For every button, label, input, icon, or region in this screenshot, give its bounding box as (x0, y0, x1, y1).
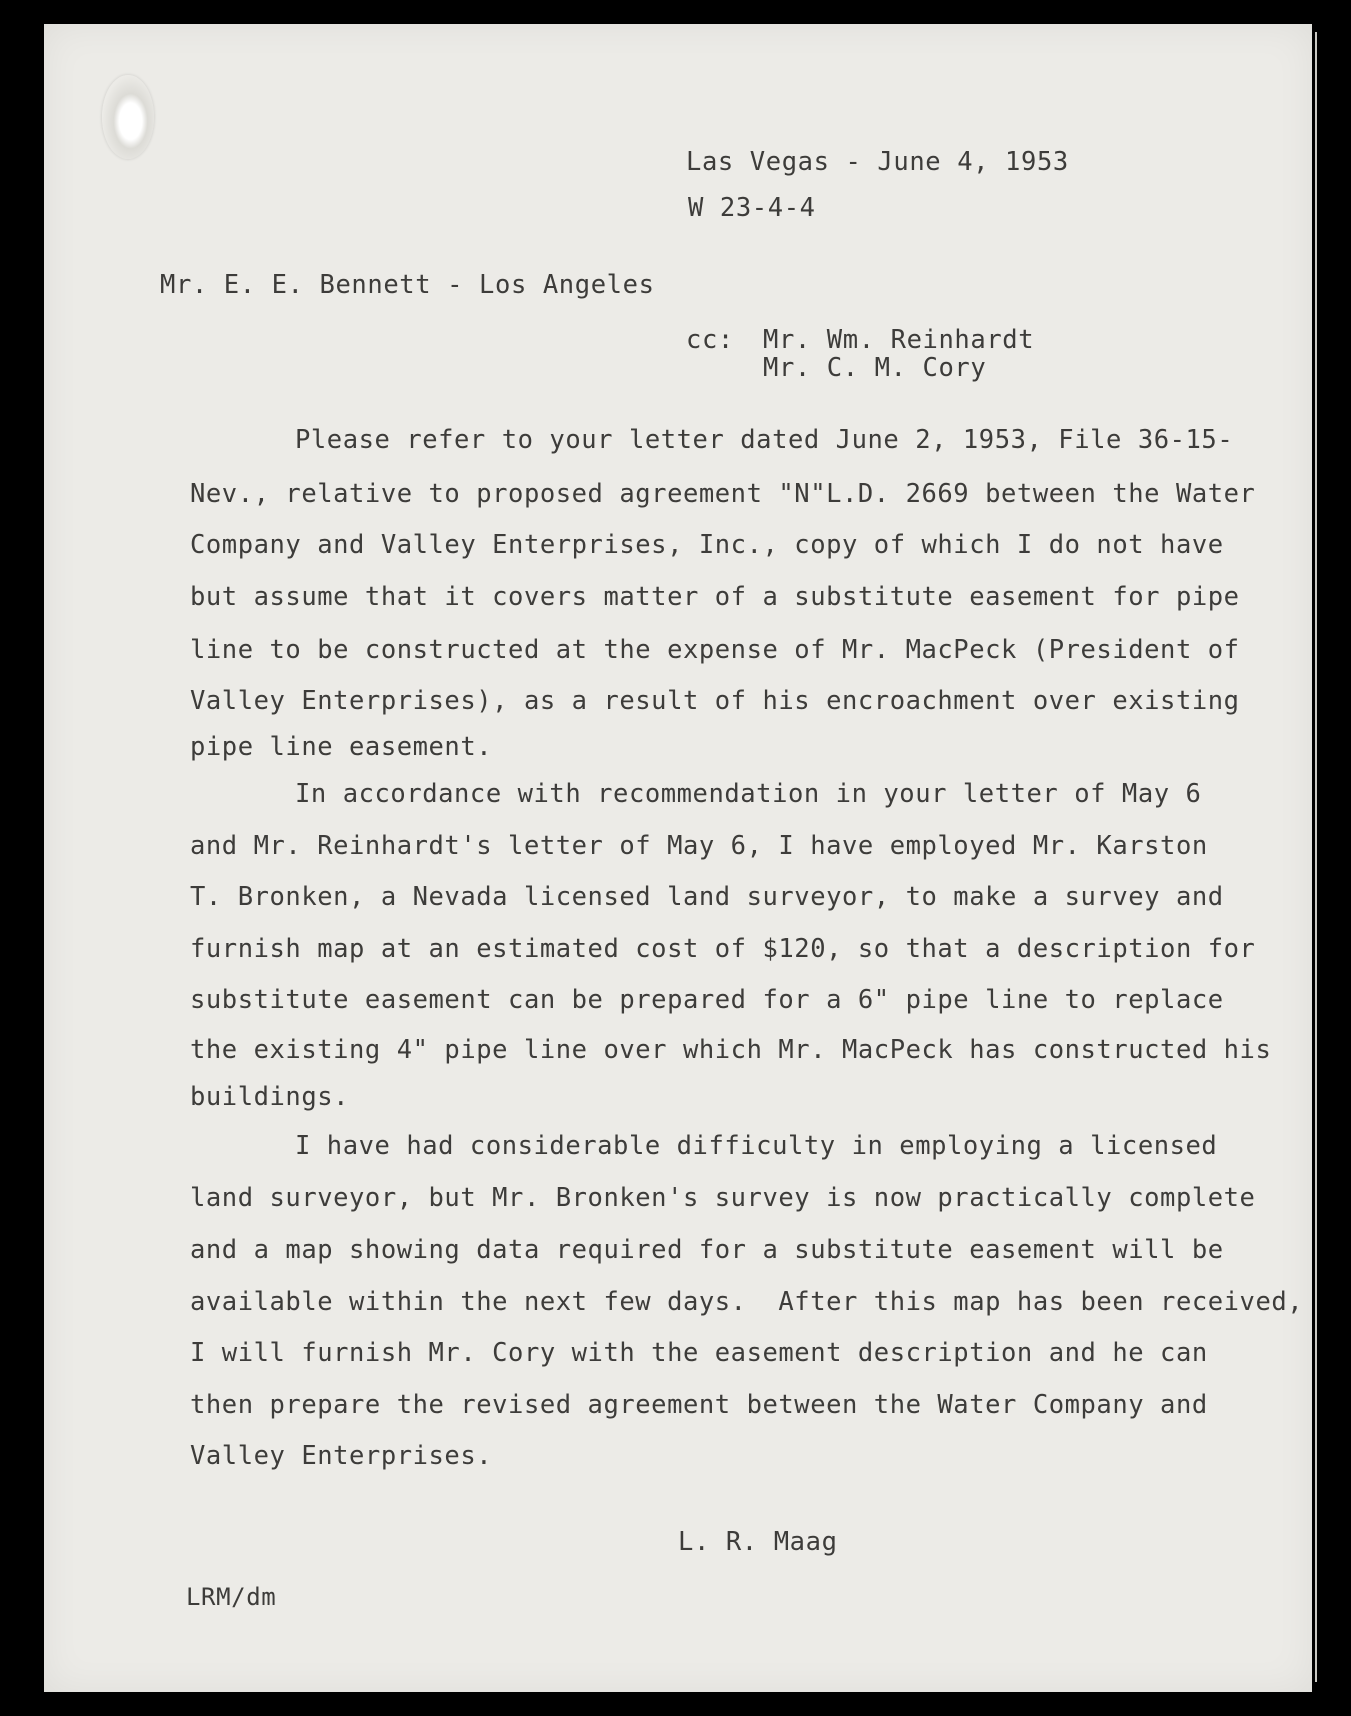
body-line: and Mr. Reinhardt's letter of May 6, I have employed Mr. Karston (190, 831, 1208, 861)
body-line: pipe line easement. (190, 732, 493, 762)
body-line: T. Bronken, a Nevada licensed land surveyor, to make a survey and (190, 882, 1224, 912)
signature: L. R. Maag (678, 1527, 838, 1557)
body-line: I have had considerable difficulty in employing a licensed (295, 1131, 1218, 1161)
file-reference: W 23-4-4 (688, 193, 816, 223)
cc-name: Mr. Wm. Reinhardt (763, 325, 1035, 355)
body-line: line to be constructed at the expense of Mr. MacPeck (President of (190, 635, 1240, 665)
page-edge (1315, 32, 1317, 1682)
body-line: Nev., relative to proposed agreement "N"L.D. 2669 between the Water (190, 479, 1256, 509)
cc-label: cc: (686, 325, 734, 355)
body-line: Valley Enterprises. (190, 1441, 493, 1471)
cc-name: Mr. C. M. Cory (763, 353, 987, 383)
typist-initials: LRM/dm (186, 1583, 277, 1611)
body-line: I will furnish Mr. Cory with the easement description and he can (190, 1338, 1208, 1368)
recipient-line: Mr. E. E. Bennett - Los Angeles (160, 270, 655, 300)
place-date: Las Vegas - June 4, 1953 (686, 147, 1069, 177)
body-line: Valley Enterprises), as a result of his encroachment over existing (190, 686, 1240, 716)
body-line: substitute easement can be prepared for a 6" pipe line to replace (190, 985, 1224, 1015)
body-line: but assume that it covers matter of a substitute easement for pipe (190, 582, 1240, 612)
body-line: buildings. (190, 1082, 350, 1112)
body-line: furnish map at an estimated cost of $120, so that a description for (190, 934, 1256, 964)
body-line: Company and Valley Enterprises, Inc., copy of which I do not have (190, 530, 1224, 560)
body-line: In accordance with recommendation in your letter of May 6 (295, 779, 1202, 809)
punch-hole (102, 75, 154, 159)
body-line: Please refer to your letter dated June 2, 1953, File 36-15- (295, 425, 1234, 455)
body-line: and a map showing data required for a substitute easement will be (190, 1235, 1224, 1265)
body-line: land surveyor, but Mr. Bronken's survey is now practically complete (190, 1183, 1256, 1213)
body-line: then prepare the revised agreement between the Water Company and (190, 1390, 1208, 1420)
body-line: the existing 4" pipe line over which Mr. MacPeck has constructed his (190, 1035, 1272, 1065)
body-line: available within the next few days. After this map has been received, (190, 1287, 1304, 1317)
